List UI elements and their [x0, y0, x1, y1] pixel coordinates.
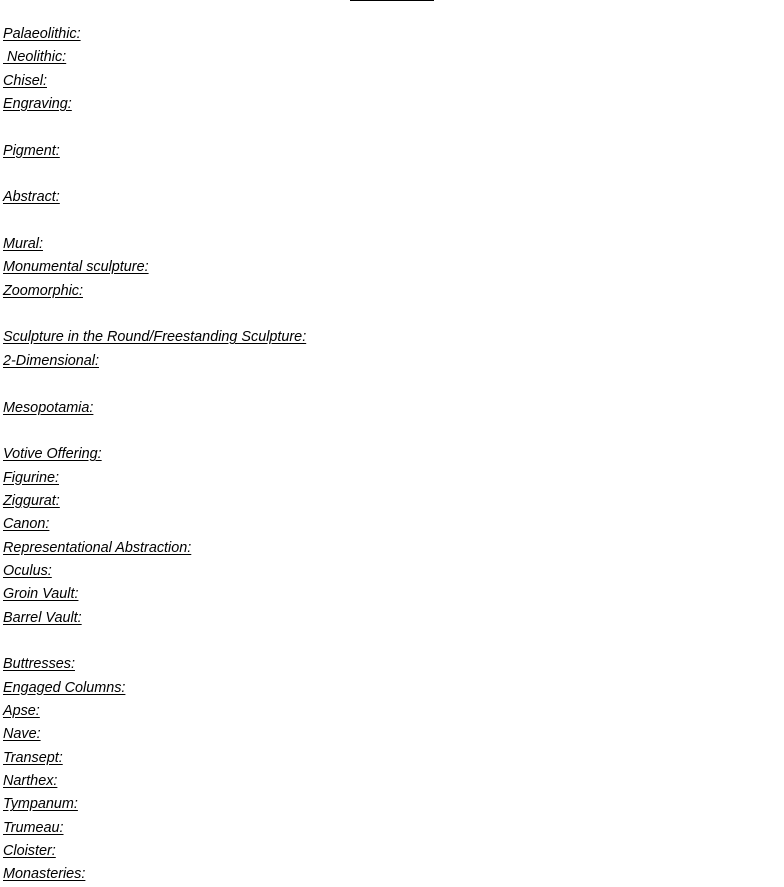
term-votive-offering: Votive Offering:	[3, 446, 102, 463]
blank-line	[3, 116, 763, 139]
blank-line	[3, 373, 763, 396]
term-engraving: Engraving:	[3, 96, 72, 113]
term-engaged-columns: Engaged Columns:	[3, 679, 126, 696]
term-monumental-sculpture: Monumental sculpture:	[3, 259, 149, 276]
blank-line	[3, 630, 763, 653]
term-sculpture-in-the-round: Sculpture in the Round/Freestanding Sculpture:	[3, 329, 307, 346]
term-nave: Nave:	[3, 726, 41, 743]
blank-line	[3, 420, 763, 443]
term-palaeolithic: Palaeolithic:	[3, 26, 81, 42]
term-groin-vault: Groin Vault:	[3, 586, 79, 603]
term-figurine: Figurine:	[3, 469, 59, 486]
term-cloister: Cloister:	[3, 843, 56, 860]
term-ziggurat: Ziggurat:	[3, 492, 60, 509]
term-2-dimensional: 2-Dimensional:	[3, 352, 99, 369]
term-apse: Apse:	[3, 702, 40, 719]
term-neolithic: Neolithic:	[3, 49, 67, 66]
blank-line	[3, 163, 763, 186]
term-barrel-vault: Barrel Vault:	[3, 609, 82, 626]
term-trumeau: Trumeau:	[3, 819, 64, 836]
blank-line	[3, 210, 763, 233]
term-pigment: Pigment:	[3, 142, 60, 159]
term-tympanum: Tympanum:	[3, 796, 78, 813]
term-narthex: Narthex:	[3, 773, 58, 789]
term-mural: Mural:	[3, 236, 43, 253]
term-oculus: Oculus:	[3, 562, 52, 579]
term-zoomorphic: Zoomorphic:	[3, 282, 83, 299]
term-transept: Transept:	[3, 749, 63, 766]
term-monasteries: Monasteries:	[3, 866, 86, 883]
term-representational-abstraction: Representational Abstraction:	[3, 539, 192, 556]
vocabulary-term-list	[3, 23, 763, 887]
term-canon: Canon:	[3, 516, 50, 533]
term-buttresses: Buttresses:	[3, 656, 75, 673]
term-chisel: Chisel:	[3, 72, 47, 89]
term-mesopotamia: Mesopotamia:	[3, 399, 94, 416]
blank-line	[3, 303, 763, 326]
term-abstract: Abstract:	[3, 189, 60, 206]
title-underline	[350, 0, 434, 1]
